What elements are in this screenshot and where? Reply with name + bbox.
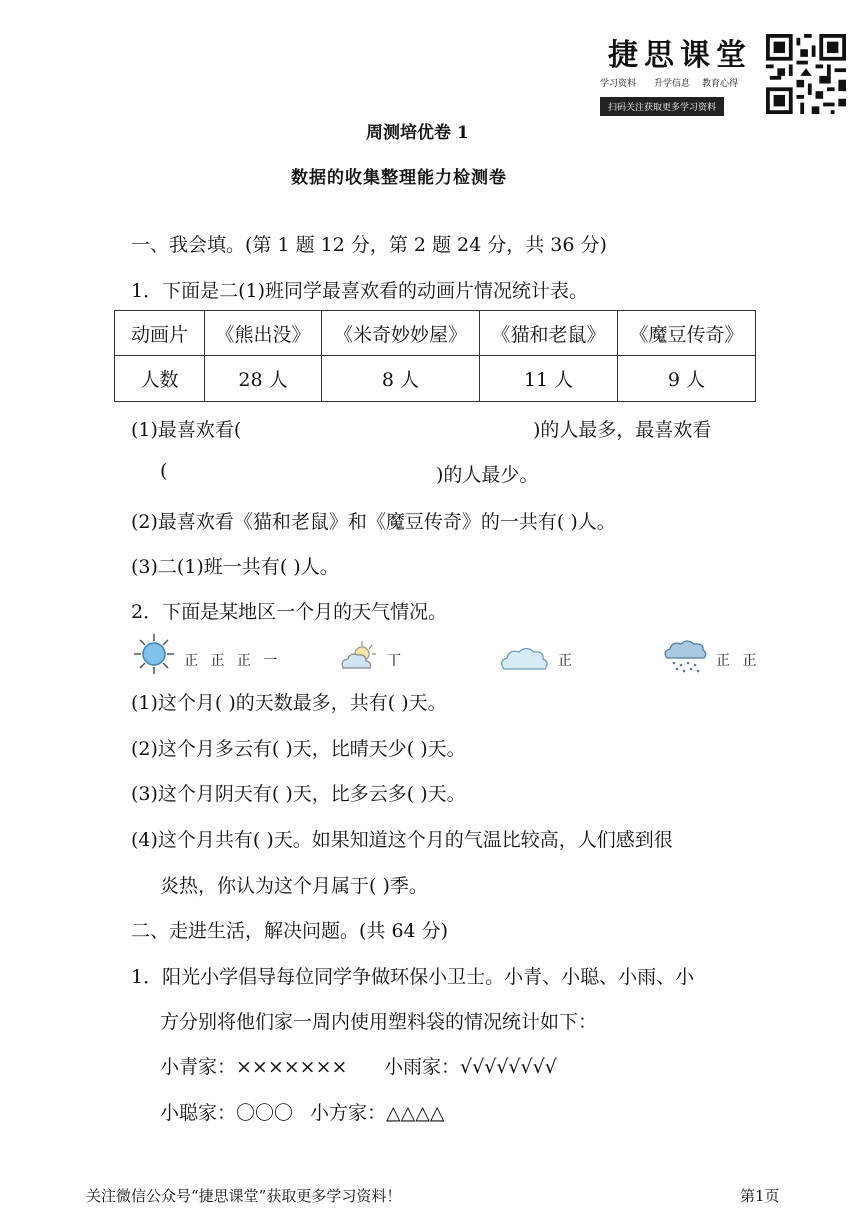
xiaoqing-record: 小青家：××××××× bbox=[160, 1056, 348, 1078]
qr-code-icon bbox=[766, 34, 846, 114]
cartoon-stats-table bbox=[114, 310, 756, 402]
page-subtitle: 数据的收集整理能力检测卷 bbox=[291, 168, 507, 188]
table-col-3: 《猫和老鼠》 bbox=[480, 311, 618, 356]
brand-name: 捷思课堂 bbox=[608, 38, 752, 73]
rain-cloud-icon bbox=[662, 638, 708, 674]
q1-sub2: (2)最喜欢看《猫和老鼠》和《魔豆传奇》的一共有( )人。 bbox=[131, 511, 616, 533]
sun-icon bbox=[132, 632, 176, 676]
table-col-2: 《米奇妙妙屋》 bbox=[322, 311, 480, 356]
cloud-icon bbox=[498, 645, 550, 673]
q1-sub1-part-c: ( bbox=[160, 460, 168, 482]
brand-tag-education: 教育心得 bbox=[702, 79, 739, 89]
cloudy-tally: 正 bbox=[558, 653, 576, 669]
table-value-3: 11 人 bbox=[480, 356, 618, 402]
rainy-tally: 正 正 bbox=[716, 653, 761, 669]
q2-stem: 2．下面是某地区一个月的天气情况。 bbox=[131, 601, 448, 623]
xiaofang-record: 小方家：△△△△ bbox=[310, 1102, 445, 1124]
q1-sub1-part-a: (1)最喜欢看( bbox=[131, 419, 242, 441]
table-col-1: 《熊出没》 bbox=[205, 311, 322, 356]
part1-heading: 一、我会填。(第 1 题 12 分，第 2 题 24 分，共 36 分) bbox=[131, 234, 607, 256]
footer-note: 关注微信公众号“捷思课堂”获取更多学习资料！ bbox=[86, 1187, 402, 1205]
q1-stem: 1．下面是二(1)班同学最喜欢看的动画片情况统计表。 bbox=[131, 280, 589, 302]
brand-tag-admission: 升学信息 bbox=[654, 79, 691, 89]
q2-sub1: (1)这个月( )的天数最多，共有( )天。 bbox=[131, 692, 447, 714]
partly-cloudy-tally: 丅 bbox=[387, 653, 405, 669]
q1-sub1-part-b: )的人最多，最喜欢看 bbox=[533, 419, 712, 441]
q2-sub4-line1: (4)这个月共有( )天。如果知道这个月的气温比较高，人们感到很 bbox=[131, 829, 673, 851]
table-value-1: 28 人 bbox=[205, 356, 322, 402]
brand-tag-study: 学习资料 bbox=[600, 79, 637, 89]
table-row-label: 人数 bbox=[115, 356, 205, 402]
q2-sub4-line2: 炎热，你认为这个月属于( )季。 bbox=[160, 875, 428, 897]
partly-cloudy-icon bbox=[338, 640, 380, 674]
table-value-2: 8 人 bbox=[322, 356, 480, 402]
p2-q1-stem-line2: 方分别将他们家一周内使用塑料袋的情况统计如下： bbox=[160, 1011, 598, 1033]
xiaocong-record: 小聪家：〇〇〇 bbox=[160, 1102, 294, 1124]
table-col-4: 《魔豆传奇》 bbox=[618, 311, 756, 356]
q2-sub3: (3)这个月阴天有( )天，比多云多( )天。 bbox=[131, 783, 466, 805]
q2-sub2: (2)这个月多云有( )天，比晴天少( )天。 bbox=[131, 738, 466, 760]
p2-q1-stem-line1: 1．阳光小学倡导每位同学争做环保小卫士。小青、小聪、小雨、小 bbox=[131, 966, 695, 988]
table-header-label: 动画片 bbox=[115, 311, 205, 356]
part2-heading: 二、走进生活，解决问题。(共 64 分) bbox=[131, 920, 449, 942]
page-title: 周测培优卷 1 bbox=[366, 123, 469, 143]
table-value-4: 9 人 bbox=[618, 356, 756, 402]
sunny-tally: 正 正 正 一 bbox=[184, 653, 282, 669]
page-number: 第1页 bbox=[740, 1187, 780, 1205]
brand-cta-banner: 扫码关注获取更多学习资料 bbox=[600, 97, 724, 116]
xiaoyu-record: 小雨家：√√√√√√√√ bbox=[384, 1056, 557, 1078]
q1-sub3: (3)二(1)班一共有( )人。 bbox=[131, 556, 339, 578]
q1-sub1-part-d: )的人最少。 bbox=[436, 464, 539, 486]
